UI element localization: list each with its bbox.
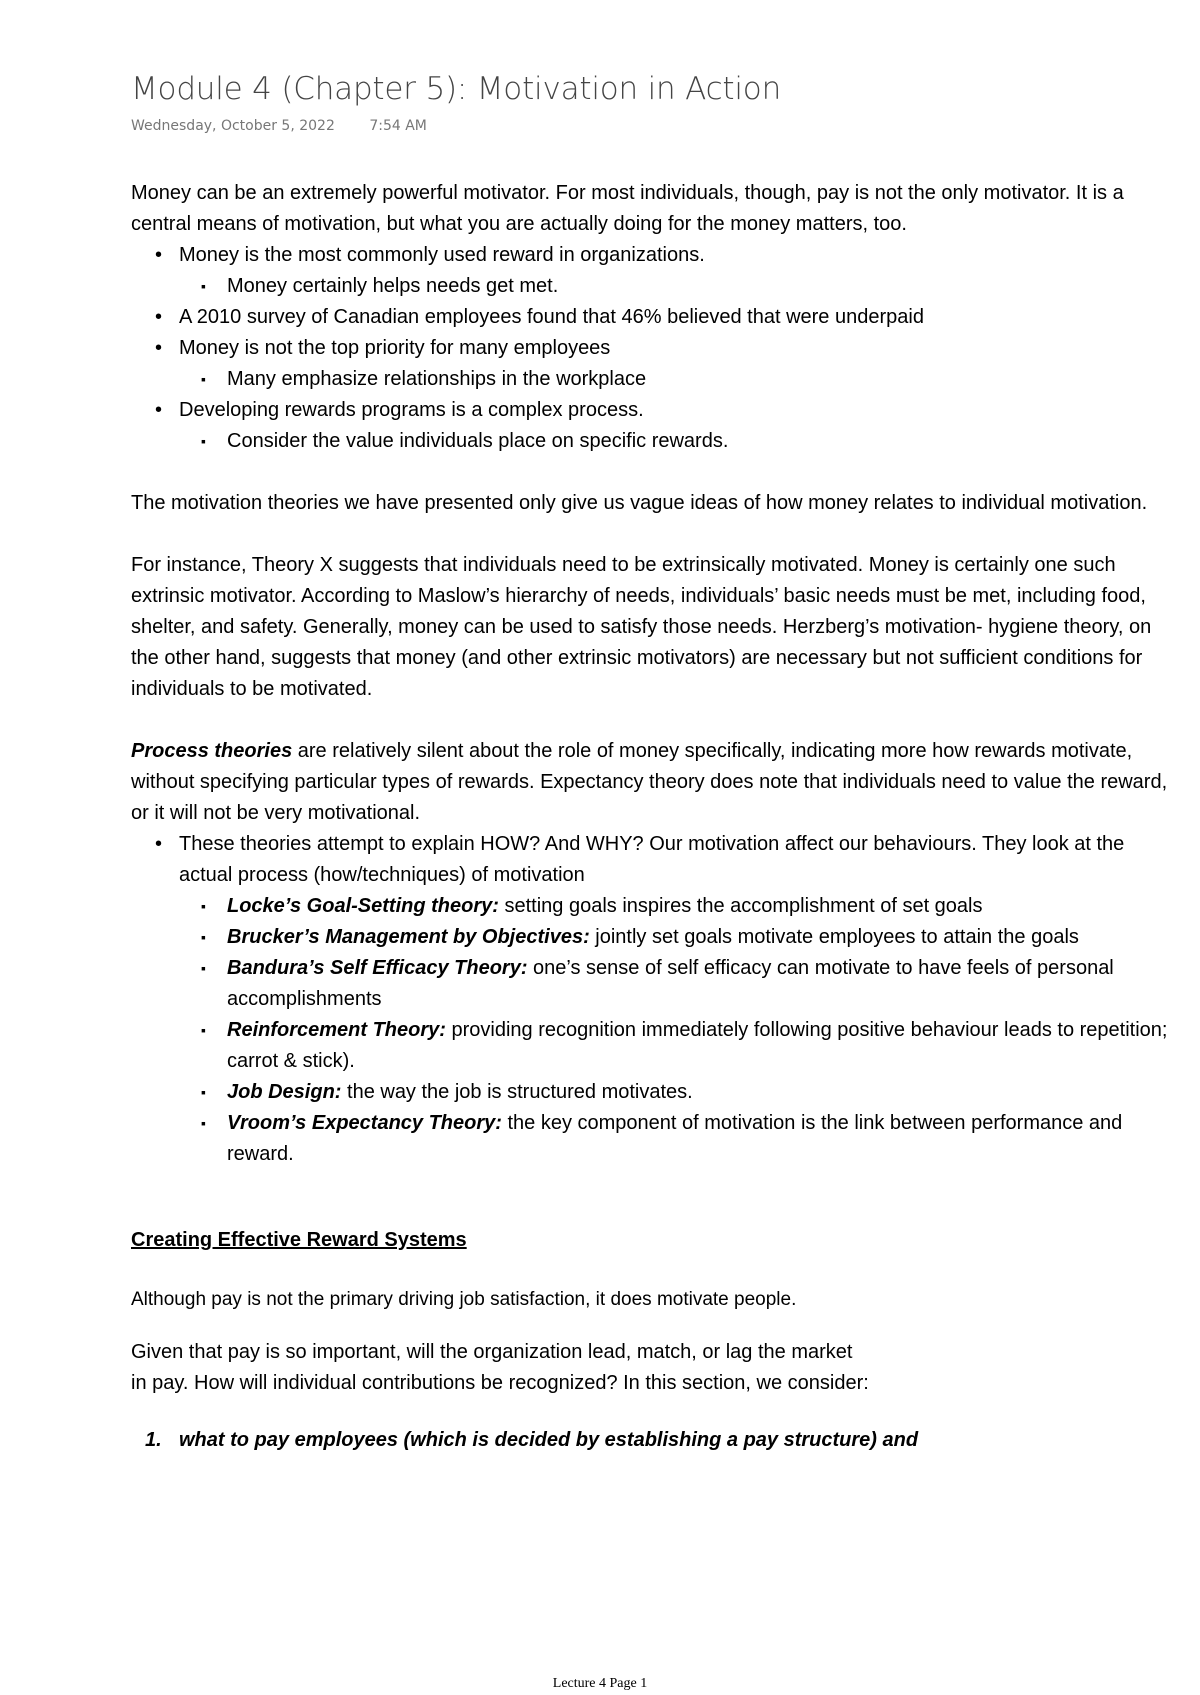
spacer bbox=[131, 519, 1181, 550]
list-item bbox=[131, 1425, 1181, 1456]
sub-bullet-list bbox=[179, 364, 1181, 395]
list-item bbox=[131, 333, 1181, 395]
theory-name: Vroom’s Expectancy Theory: bbox=[227, 1111, 502, 1134]
spacer bbox=[131, 1399, 1181, 1425]
list-number: 1. bbox=[145, 1428, 162, 1451]
list-item: ▪ Money certainly helps needs get met. bbox=[179, 271, 1181, 302]
theory-desc: the way the job is structured motivates. bbox=[341, 1080, 693, 1103]
reward-question-line-2: in pay. How will individual contributions be recognized? In this section, we consider: bbox=[131, 1371, 869, 1394]
spacer bbox=[131, 705, 1181, 736]
bullet-text: These theories attempt to explain HOW? And WHY? Our motivation affect our behaviours. They look at the actual process (how/techniques) of motivation bbox=[179, 832, 1125, 886]
note-time: 7:54 AM bbox=[369, 117, 427, 134]
process-paragraph-text: are relatively silent about the role of money specifically, indicating more how rewards motivate, without specifying particular types of rewards. Expectancy theory does note that individuals need to value the reward, or it will not be very motivational. bbox=[131, 739, 1168, 824]
spacer bbox=[131, 1201, 1181, 1225]
bullet-text: Money is not the top priority for many employees bbox=[179, 336, 611, 359]
instance-paragraph: For instance, Theory X suggests that individuals need to be extrinsically motivated. Money is certainly one such extrinsic motivator. According to Maslow’s hierarchy of needs, individuals’ basic needs must be met, including food, shelter, and safety. Generally, money can be used to satisfy those needs. Herzberg’s motivation- hygiene theory, on the other hand, suggests that money (and other extrinsic motivators) are necessary but not sufficient conditions for individuals to be motivated. bbox=[131, 553, 1152, 700]
intro-paragraph: Money can be an extremely powerful motivator. For most individuals, though, pay is not the only motivator. It is a central means of motivation, but what you are actually doing for the money matters, too. bbox=[131, 181, 1124, 235]
note-page bbox=[131, 70, 1181, 1456]
list-item bbox=[131, 829, 1181, 1170]
reward-question-line-1: Given that pay is so important, will the organization lead, match, or lag the market bbox=[131, 1340, 853, 1363]
theory-item-mbo bbox=[179, 922, 1181, 953]
theory-desc: setting goals inspires the accomplishment of set goals bbox=[498, 894, 983, 917]
spacer bbox=[131, 457, 1181, 488]
theory-name: Job Design: bbox=[227, 1080, 342, 1103]
bullet-text: Money is the most commonly used reward in organizations. bbox=[179, 243, 705, 266]
note-timestamp bbox=[131, 118, 1181, 134]
numbered-list bbox=[131, 1425, 1181, 1456]
bullet-text: A 2010 survey of Canadian employees found that 46% believed that were underpaid bbox=[179, 305, 924, 328]
bullet-text: Developing rewards programs is a complex process. bbox=[179, 398, 644, 421]
list-item bbox=[131, 302, 1181, 333]
page-title: Module 4 (Chapter 5): Motivation in Action bbox=[131, 71, 782, 107]
intro-bullet-list bbox=[131, 240, 1181, 457]
theory-item-expectancy bbox=[179, 1108, 1181, 1170]
note-date: Wednesday, October 5, 2022 bbox=[131, 117, 335, 134]
list-item bbox=[131, 240, 1181, 302]
theories-paragraph: The motivation theories we have presented only give us vague ideas of how money relates to individual motivation. bbox=[131, 491, 1148, 514]
section-heading-reward-systems: Creating Effective Reward Systems bbox=[131, 1228, 467, 1251]
reward-intro-line: Although pay is not the primary driving job satisfaction, it does motivate people. bbox=[131, 1288, 797, 1310]
process-bullet-list bbox=[131, 829, 1181, 1170]
theory-desc: jointly set goals motivate employees to attain the goals bbox=[589, 925, 1079, 948]
theory-desc: providing recognition immediately following positive behaviour leads to repetition; carrot & stick). bbox=[227, 1018, 1168, 1072]
theory-list bbox=[179, 891, 1181, 1170]
spacer bbox=[131, 1315, 1181, 1337]
list-item: ▪ Many emphasize relationships in the workplace bbox=[179, 364, 1181, 395]
theory-item-self-efficacy bbox=[179, 953, 1181, 1015]
list-item-text: what to pay employees (which is decided by establishing a pay structure) and bbox=[179, 1428, 919, 1451]
theory-desc: one’s sense of self efficacy can motivate to have feels of personal accomplishments bbox=[227, 956, 1114, 1010]
theory-name: Bandura’s Self Efficacy Theory: bbox=[227, 956, 528, 979]
theory-name: Reinforcement Theory: bbox=[227, 1018, 446, 1041]
theory-name: Locke’s Goal-Setting theory: bbox=[227, 894, 499, 917]
sub-bullet-list bbox=[179, 271, 1181, 302]
process-theories-term: Process theories bbox=[131, 739, 293, 762]
spacer bbox=[131, 1256, 1181, 1284]
theory-desc: the key component of motivation is the link between performance and reward. bbox=[227, 1111, 1123, 1165]
note-body bbox=[131, 178, 1181, 1456]
theory-item-job-design bbox=[179, 1077, 1181, 1108]
theory-name: Brucker’s Management by Objectives: bbox=[227, 925, 590, 948]
process-paragraph bbox=[131, 736, 1181, 829]
spacer bbox=[131, 1170, 1181, 1201]
theory-item-goal-setting bbox=[179, 891, 1181, 922]
list-item bbox=[131, 395, 1181, 457]
sub-bullet-list bbox=[179, 426, 1181, 457]
list-item: ▪ Consider the value individuals place on specific rewards. bbox=[179, 426, 1181, 457]
page-footer: Lecture 4 Page 1 bbox=[552, 1676, 648, 1691]
theory-item-reinforcement bbox=[179, 1015, 1181, 1077]
